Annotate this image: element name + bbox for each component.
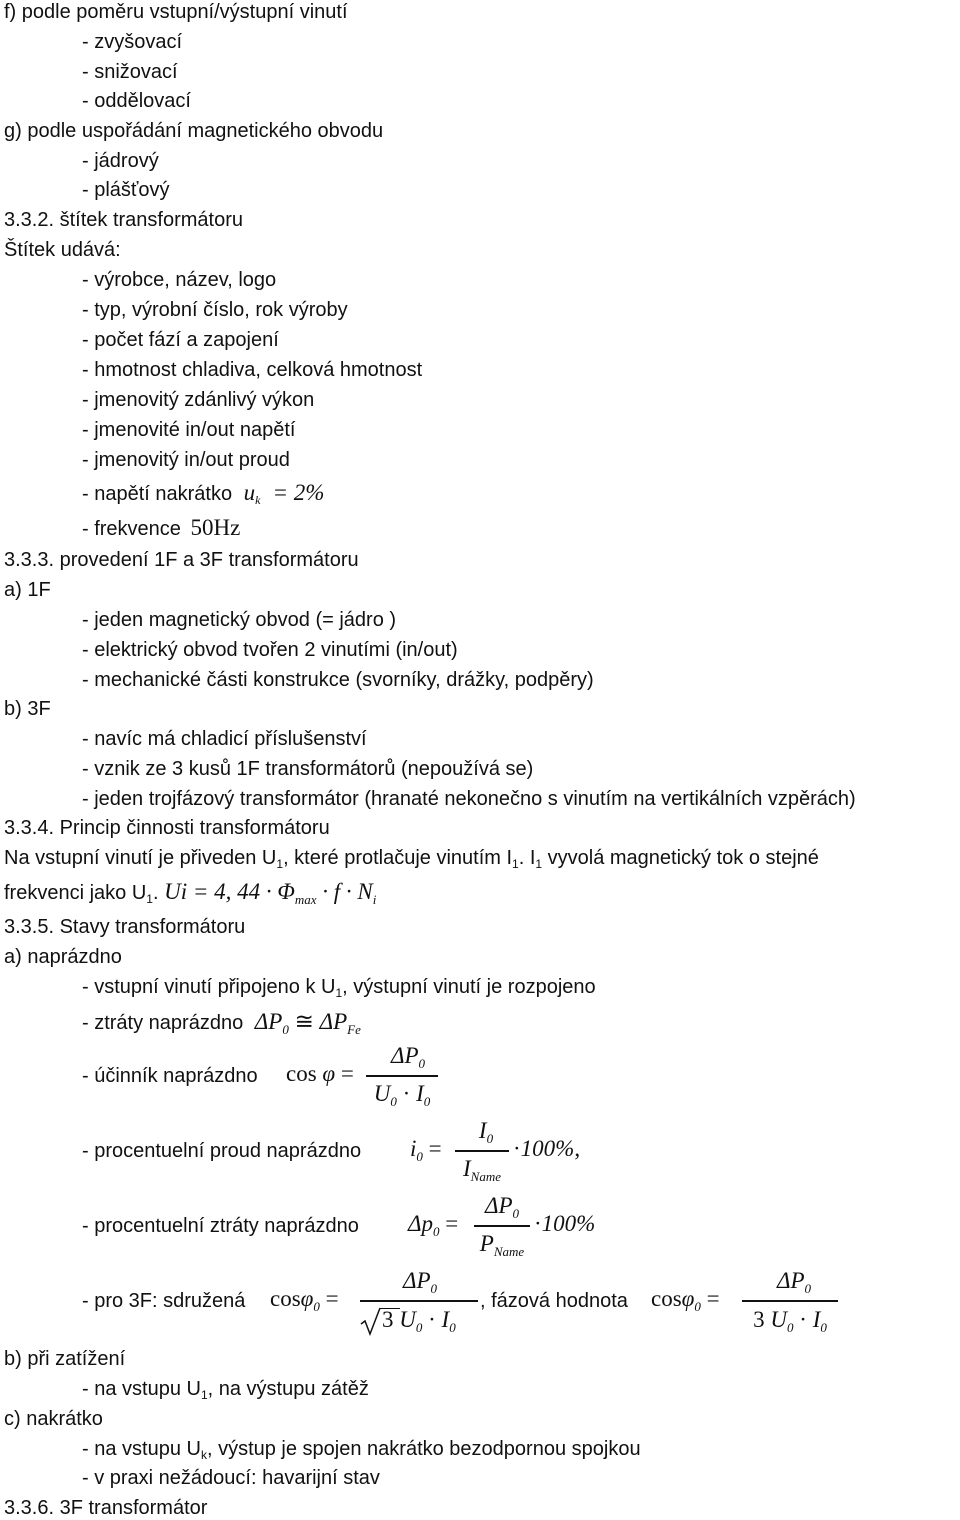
fraction-bar: [742, 1300, 838, 1302]
fraction-bar: [366, 1075, 438, 1077]
paragraph: frekvenci jako $U_1$. Ui = 4, $44 \cdot \Phi_{max} \cdot f \cdot N_i$: [4, 879, 377, 907]
section-heading: 3.3.2. štítek transformátoru: [4, 209, 243, 231]
formula-p0-rhs: ·100%: [534, 1211, 596, 1236]
list-item: - procentuelní proud naprázdno: [82, 1140, 362, 1162]
paragraph: Štítek udává:: [4, 239, 121, 261]
fraction-denominator: $P_{Name}$: [479, 1231, 525, 1259]
list-item: - mechanické části konstrukce (svorníky, drážky, podpěry): [82, 669, 594, 691]
sqrt-sign: [360, 1306, 380, 1334]
list-item: - elektrický obvod tvořen 2 vinutími (in/out): [82, 639, 458, 661]
list-item: - zvyšovací: [82, 31, 183, 53]
list-item: - v praxi nežádoucí: havarijní stav: [82, 1467, 380, 1489]
heading-g: g) podle uspořádání magnetického obvodu: [4, 120, 384, 142]
list-item: - výrobce, název, logo: [82, 269, 277, 291]
formula-cos-phase-lhs: cosφ$_0$ =: [651, 1286, 720, 1314]
list-item: - jmenovitý zdánlivý výkon: [82, 389, 315, 411]
list-item: - na vstupu $U_k$, výstup je spojen nakrátko bezodpornou spojkou: [82, 1438, 641, 1462]
subheading: a) 1F: [4, 579, 51, 601]
list-item: - hmotnost chladiva, celková hmotnost: [82, 359, 423, 381]
section-heading: 3.3.6. 3F transformátor: [4, 1497, 208, 1519]
fraction-denominator: 3 $U_0 \cdot I_0$: [382, 1307, 456, 1335]
fraction-denominator: 3 $U_0 \cdot I_0$: [753, 1307, 827, 1335]
section-heading: 3.3.4. Princip činnosti transformátoru: [4, 817, 330, 839]
list-item: - jádrový: [82, 150, 159, 172]
list-item: - procentuelní ztráty naprázdno: [82, 1215, 359, 1237]
list-item: - jmenovitý in/out proud: [82, 449, 290, 471]
list-item: - vznik ze 3 kusů 1F transformátorů (nepoužívá se): [82, 758, 534, 780]
subheading: b) při zatížení: [4, 1348, 126, 1370]
subheading: a) naprázdno: [4, 946, 122, 968]
list-item: - na vstupu $U_1$, na výstupu zátěž: [82, 1378, 369, 1402]
inline-text: , fázová hodnota: [480, 1290, 628, 1312]
fraction-denominator: $U_0 \cdot I_0$: [373, 1081, 431, 1109]
list-item: - vstupní vinutí připojeno k $U_1$, výstupní vinutí je rozpojeno: [82, 976, 596, 1000]
fraction-bar: [360, 1300, 478, 1302]
subheading: c) nakrátko: [4, 1408, 103, 1430]
formula-ui: Ui = 4, $44 \cdot \Phi_{max} \cdot f \cdot N_i$: [164, 879, 377, 907]
list-item-label: - frekvence: [82, 518, 181, 540]
formula-cos-3f-lhs: cosφ$_0$ =: [270, 1286, 339, 1314]
formula-uk: uk = 2%: [243, 480, 325, 507]
fraction-numerator: $\Delta P_0$: [776, 1268, 812, 1296]
fraction-denominator: $I_{Name}$: [462, 1156, 501, 1184]
formula-i0-rhs: ·100%,: [513, 1136, 581, 1161]
list-item: - pro 3F: sdružená: [82, 1290, 246, 1312]
section-heading: 3.3.3. provedení 1F a 3F transformátoru: [4, 549, 359, 571]
fraction-numerator: $\Delta P_0$: [402, 1268, 438, 1296]
list-item: - plášťový: [82, 179, 170, 201]
list-item-label: - napětí nakrátko: [82, 483, 233, 505]
list-item: - počet fází a zapojení: [82, 329, 279, 351]
subheading: b) 3F: [4, 698, 51, 720]
list-item: [82, 516, 240, 541]
list-item: - účinník naprázdno: [82, 1065, 258, 1087]
list-item: - snižovací: [82, 61, 178, 83]
list-item: - navíc má chladicí příslušenství: [82, 728, 367, 750]
list-item: - ztráty naprázdno $\Delta P_0$ ≅ $\Delta P_{Fe}$: [82, 1009, 361, 1037]
fraction-bar: [455, 1150, 509, 1152]
list-item: - jeden trojfázový transformátor (hranaté nekonečno s vinutím na vertikálních vzpěrách): [82, 788, 856, 810]
paragraph: Na vstupní vinutí je přiveden $U_1$, které protlačuje vinutím $I_1$. $I_1$ vyvolá magnetický tok o stejné: [4, 847, 819, 871]
formula-cos-lhs: cos φ =: [286, 1061, 354, 1086]
list-item: - jmenovité in/out napětí: [82, 419, 296, 441]
heading-f: f) podle poměru vstupní/výstupní vinutí: [4, 1, 348, 23]
list-item: - jeden magnetický obvod (= jádro ): [82, 609, 397, 631]
fraction-bar: [474, 1225, 530, 1227]
section-heading: 3.3.5. Stavy transformátoru: [4, 916, 246, 938]
formula-p0-lhs: $\Delta p_0$ =: [408, 1211, 459, 1239]
fraction-numerator: $I_0$: [478, 1118, 494, 1146]
fraction-numerator: $\Delta P_0$: [484, 1193, 520, 1221]
formula-i0-lhs: $i_0$ =: [410, 1136, 442, 1164]
formula-freq: 50Hz: [190, 515, 241, 540]
fraction-numerator: $\Delta P_0$: [390, 1043, 426, 1071]
list-item: - oddělovací: [82, 90, 191, 112]
list-item: - typ, výrobní číslo, rok výroby: [82, 299, 348, 321]
formula-losses: $\Delta P_0$ ≅ $\Delta P_{Fe}$: [254, 1009, 361, 1037]
list-item: [82, 481, 324, 512]
